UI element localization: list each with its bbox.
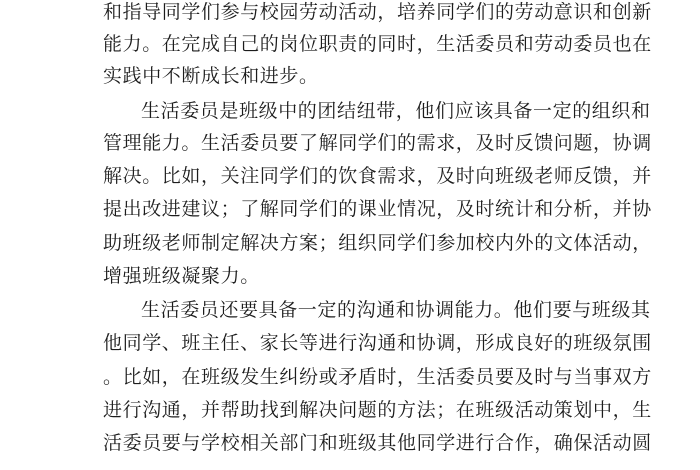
text-line: 他同学、班主任、家长等进行沟通和协调，形成良好的班级氛围 [103, 332, 652, 354]
text-line: 管理能力。生活委员要了解同学们的需求，及时反馈问题，协调 [103, 132, 652, 154]
paragraph-first-line: 生活委员是班级中的团结纽带，他们应该具备一定的组织和 [141, 100, 651, 122]
paragraph-first-line: 生活委员还要具备一定的沟通和协调能力。他们要与班级其 [141, 299, 651, 321]
text-line: 。比如，在班级发生纠纷或矛盾时，生活委员要及时与当事双方 [103, 366, 652, 388]
text-line: 和指导同学们参与校园劳动活动，培养同学们的劳动意识和创新 [103, 1, 652, 23]
text-line: 解决。比如，关注同学们的饮食需求，及时向班级老师反馈，并 [103, 165, 652, 187]
text-line: 活委员要与学校相关部门和班级其他同学进行合作，确保活动圆 [103, 432, 652, 454]
text-line: 助班级老师制定解决方案；组织同学们参加校内外的文体活动， [103, 232, 652, 254]
text-line: 进行沟通，并帮助找到解决问题的方法；在班级活动策划中，生 [103, 399, 652, 421]
text-line: 能力。在完成自己的岗位职责的同时，生活委员和劳动委员也在 [103, 33, 652, 55]
text-line: 提出改进建议；了解同学们的课业情况，及时统计和分析，并协 [103, 198, 652, 220]
text-line: 增强班级凝聚力。 [103, 265, 260, 287]
text-line: 实践中不断成长和进步。 [103, 65, 319, 87]
